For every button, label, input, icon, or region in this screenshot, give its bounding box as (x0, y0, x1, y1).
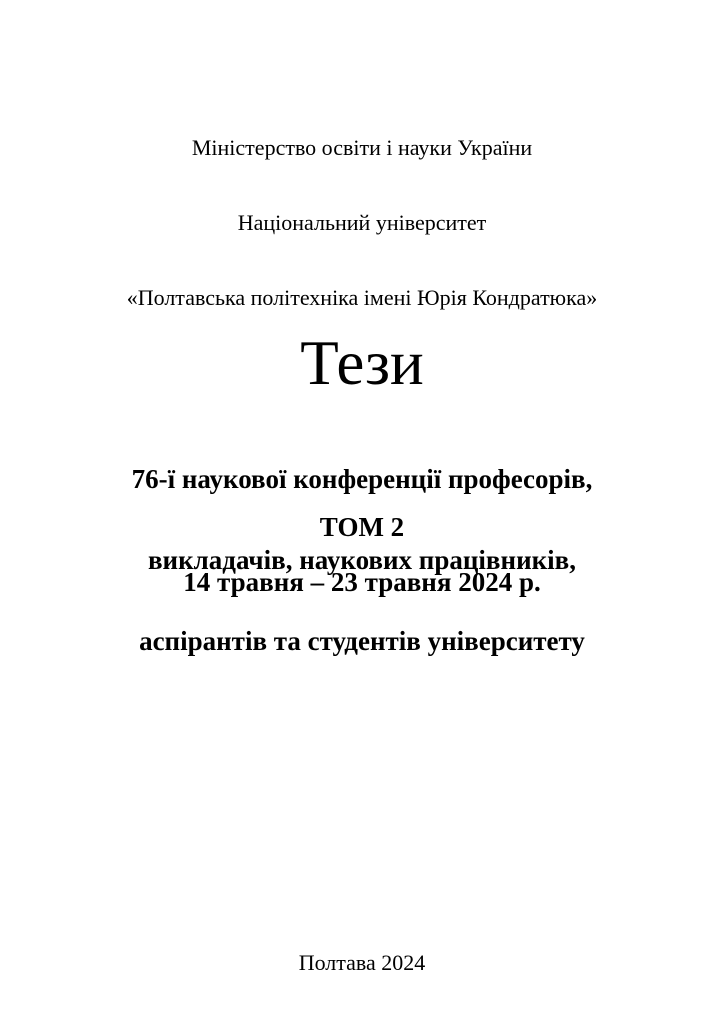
date-range: 14 травня – 23 травня 2024 р. (183, 567, 541, 597)
conference-subtitle (0, 412, 724, 709)
subtitle-line-3: аспірантів та студентів університету (139, 626, 585, 656)
university-name-line: «Полтавська політехніка імені Юрія Кондратюка» (126, 285, 598, 310)
volume-label: ТОМ 2 (319, 512, 405, 542)
institution-header (0, 85, 724, 360)
subtitle-line-2: викладачів, наукових працівників, (147, 545, 577, 575)
ministry-line: Міністерство освіти і науки України (191, 135, 533, 160)
main-title: Тези (300, 328, 424, 398)
imprint-city-year: Полтава 2024 (298, 950, 426, 975)
subtitle-line-1: 76-ї наукової конференції професорів, (131, 464, 593, 494)
university-line: Національний університет (237, 210, 487, 235)
